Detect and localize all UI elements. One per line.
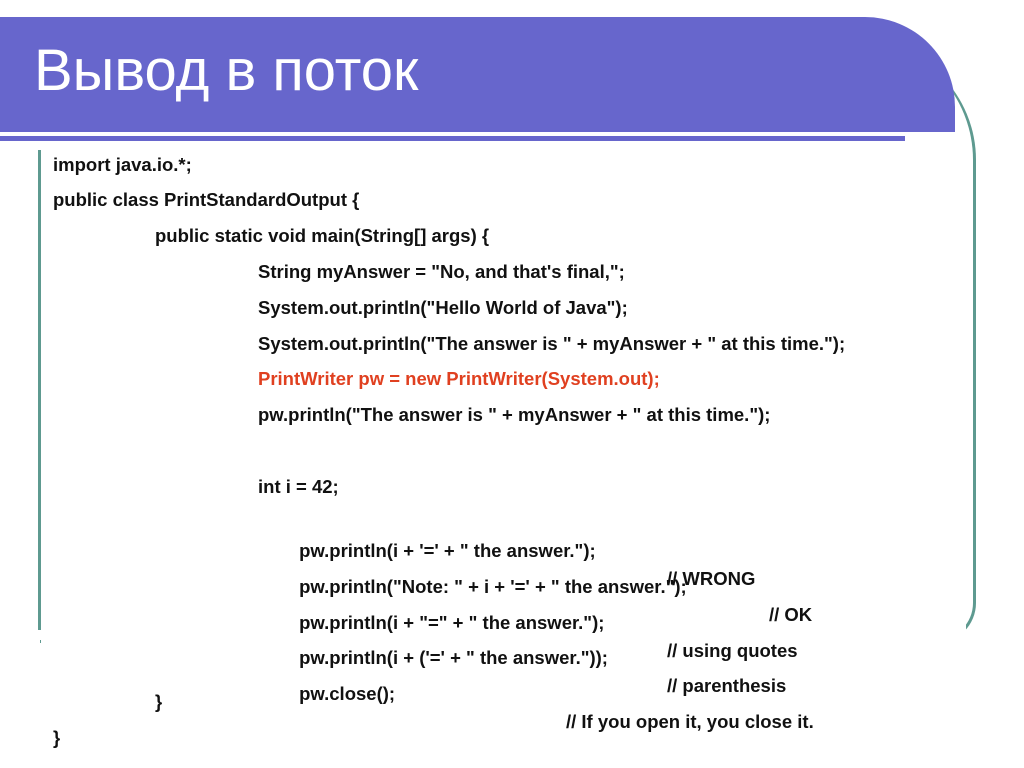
code-text: pw.println(i + ('=' + " the answer.")); bbox=[299, 647, 608, 668]
code-line-string-decl: String myAnswer = "No, and that's final,"; bbox=[258, 261, 625, 282]
title-underline bbox=[0, 136, 905, 141]
code-text: pw.println(i + '=' + " the answer."); bbox=[299, 540, 596, 561]
code-line-main-decl: public static void main(String[] args) { bbox=[155, 225, 490, 246]
code-block bbox=[41, 145, 966, 768]
code-line-close-brace-main: } bbox=[155, 691, 163, 712]
code-comment: // If you open it, you close it. bbox=[566, 711, 814, 732]
code-line-pw-println-answer: pw.println("The answer is " + myAnswer + " at this time."); bbox=[258, 404, 771, 425]
code-comment: // WRONG bbox=[667, 568, 756, 589]
code-line-int-decl: int i = 42; bbox=[258, 476, 339, 497]
code-comment: // parenthesis bbox=[667, 675, 787, 696]
code-line-import: import java.io.*; bbox=[53, 154, 192, 175]
code-line-class-decl: public class PrintStandardOutput { bbox=[53, 189, 360, 210]
code-comment: // using quotes bbox=[667, 640, 798, 661]
slide-title: Вывод в поток bbox=[34, 38, 419, 103]
code-text: pw.println(i + "=" + " the answer."); bbox=[299, 612, 605, 633]
code-line-println-answer: System.out.println("The answer is " + myAnswer + " at this time."); bbox=[258, 333, 846, 354]
code-text: pw.close(); bbox=[299, 683, 396, 704]
code-comment: // OK bbox=[769, 604, 813, 625]
code-line-close-brace-class: } bbox=[53, 727, 61, 748]
code-line-printwriter-highlight: PrintWriter pw = new PrintWriter(System.out); bbox=[258, 368, 660, 389]
code-area bbox=[41, 145, 966, 768]
code-line-println-hello: System.out.println("Hello World of Java"); bbox=[258, 297, 628, 318]
code-text: pw.println("Note: " + i + '=' + " the answer."); bbox=[299, 576, 687, 597]
